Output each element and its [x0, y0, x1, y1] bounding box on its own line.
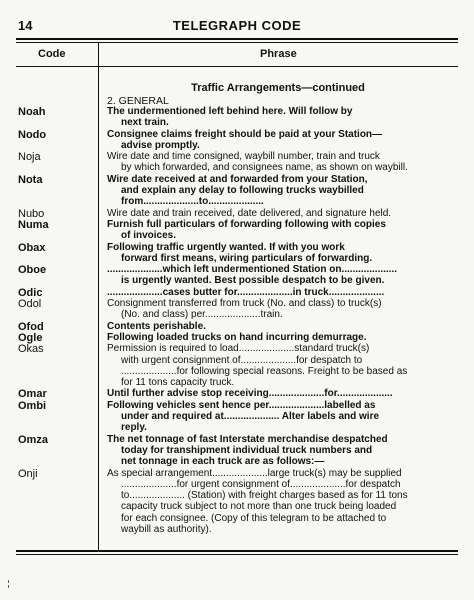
phrase-line: from....................to.................... — [121, 196, 264, 208]
phrase-line: Wire date and train received, date delivered, and signature held. — [107, 207, 392, 219]
entry-phrase — [107, 332, 443, 343]
entry-row — [0, 321, 474, 332]
entry-code: Nota — [18, 173, 43, 186]
code-entries-table — [0, 106, 474, 535]
phrase-line: to.................... (Station) with freight charges based as for 11 tons — [121, 490, 408, 502]
phrase-line: ....................for urgent consignment of....................for despatch — [121, 478, 401, 490]
top-rule — [16, 38, 458, 40]
entry-phrase — [107, 219, 443, 242]
entry-code: Ombi — [18, 399, 47, 412]
phrase-line: Wire date received at and forwarded from your Station, — [107, 173, 368, 185]
entry-phrase — [107, 264, 443, 287]
entry-row — [0, 287, 474, 298]
phrase-line: by which forwarded, and consignees name, as shown on waybill. — [121, 162, 408, 174]
entry-phrase — [107, 434, 443, 468]
entry-row — [0, 174, 474, 208]
entry-row — [0, 242, 474, 265]
phrase-line: with urgent consignment of....................for despatch to — [121, 354, 363, 366]
entry-phrase — [107, 208, 443, 219]
entry-row — [0, 343, 474, 388]
phrase-line: Contents perishable. — [107, 320, 206, 332]
entry-row — [0, 219, 474, 242]
entry-code: Odic — [18, 286, 43, 299]
phrase-line: today for transhipment individual truck numbers and — [121, 444, 373, 456]
entry-code: Ofod — [18, 320, 44, 333]
entry-code: Ogle — [18, 331, 43, 344]
running-title: TELEGRAPH CODE — [172, 18, 302, 33]
phrase-line: The net tonnage of fast Interstate merchandise despatched — [107, 433, 388, 445]
entry-phrase — [107, 242, 443, 265]
phrase-line: Consignee claims freight should be paid at your Station— — [107, 128, 383, 140]
entry-row — [0, 434, 474, 468]
code-column-header: Code — [38, 48, 66, 60]
entry-row — [0, 388, 474, 399]
entry-code: Onji — [18, 467, 38, 480]
entry-phrase — [107, 174, 443, 208]
phrase-line: ....................cases butter for....................in truck.................... — [107, 286, 385, 298]
subsection-heading: 2. GENERAL — [107, 95, 169, 107]
phrase-line: Following traffic urgently wanted. If with you work — [107, 241, 345, 253]
phrase-line: is urgently wanted. Best possible despatch to be given. — [121, 275, 385, 287]
entry-row — [0, 298, 474, 321]
phrase-line: advise promptly. — [121, 139, 200, 151]
phrase-line: Following loaded trucks on hand incurring demurrage. — [107, 331, 367, 343]
phrase-line: (No. and class) per....................train. — [121, 309, 283, 321]
entry-phrase — [107, 468, 443, 536]
phrase-line: next train. — [121, 117, 169, 129]
margin-specks — [8, 580, 11, 594]
entry-code: Odol — [18, 298, 42, 311]
phrase-line: for each consignee. (Copy of this telegram to be attached to — [121, 512, 387, 524]
entry-phrase — [107, 129, 443, 152]
phrase-line: Wire date and time consigned, waybill number, train and truck — [107, 151, 380, 163]
entry-row — [0, 106, 474, 129]
phrase-column-header: Phrase — [260, 48, 297, 60]
phrase-line: waybill as authority). — [121, 523, 212, 535]
entry-row — [0, 151, 474, 174]
page-number: 14 — [18, 18, 33, 33]
phrase-line: ....................for following special reasons. Freight to be based as — [121, 365, 408, 377]
entry-code: Numa — [18, 218, 49, 231]
entry-code: Nubo — [18, 207, 45, 220]
phrase-line: The undermentioned left behind here. Will follow by — [107, 106, 353, 117]
phrase-line: Consignment transferred from truck (No. and class) to truck(s) — [107, 298, 382, 310]
entry-code: Oboe — [18, 264, 47, 277]
entry-row — [0, 400, 474, 434]
entry-code: Omza — [18, 433, 48, 446]
entry-phrase — [107, 298, 443, 321]
bottom-rule — [16, 550, 458, 552]
phrase-line: of invoices. — [121, 230, 177, 242]
phrase-line: capacity truck subject to not more than one truck being loaded — [121, 501, 397, 513]
phrase-line: and explain any delay to following trucks waybilled — [121, 185, 364, 197]
entry-phrase — [107, 106, 443, 129]
phrase-line: net tonnage in each truck are as follows:— — [121, 456, 325, 468]
entry-phrase — [107, 287, 443, 298]
entry-code: Okas — [18, 343, 44, 356]
phrase-line: under and required at.................... Alter labels and wire — [121, 411, 380, 423]
entry-row — [0, 129, 474, 152]
section-title: Traffic Arrangements—continued — [191, 82, 365, 94]
entry-phrase — [107, 151, 443, 174]
phrase-line: for 11 tons capacity truck. — [121, 377, 235, 389]
entry-phrase — [107, 321, 443, 332]
phrase-line: Permission is required to load....................standard truck(s) — [107, 343, 370, 355]
top-rule-thin — [16, 42, 458, 43]
phrase-line: As special arrangement....................large truck(s) may be supplied — [107, 467, 402, 479]
phrase-line: Until further advise stop receiving....................for.................... — [107, 388, 393, 400]
entry-phrase — [107, 343, 443, 388]
phrase-line: Furnish full particulars of forwarding following with copies — [107, 218, 386, 230]
entry-code: Obax — [18, 241, 46, 254]
phrase-line: ....................which left undermentioned Station on.................... — [107, 264, 398, 276]
entry-row — [0, 264, 474, 287]
phrase-line: Following vehicles sent hence per....................labelled as — [107, 399, 376, 411]
entry-phrase — [107, 400, 443, 434]
entry-row — [0, 332, 474, 343]
entry-code: Omar — [18, 388, 47, 401]
entry-row — [0, 208, 474, 219]
entry-phrase — [107, 388, 443, 399]
phrase-line: reply. — [121, 422, 147, 434]
phrase-line: forward first means, wiring particulars of forwarding. — [121, 252, 373, 264]
bottom-rule-thin — [16, 554, 458, 555]
entry-code: Nodo — [18, 128, 47, 141]
entry-row — [0, 468, 474, 536]
entry-code: Noja — [18, 151, 41, 164]
header-rule — [16, 66, 458, 67]
entry-code: Noah — [18, 106, 46, 118]
